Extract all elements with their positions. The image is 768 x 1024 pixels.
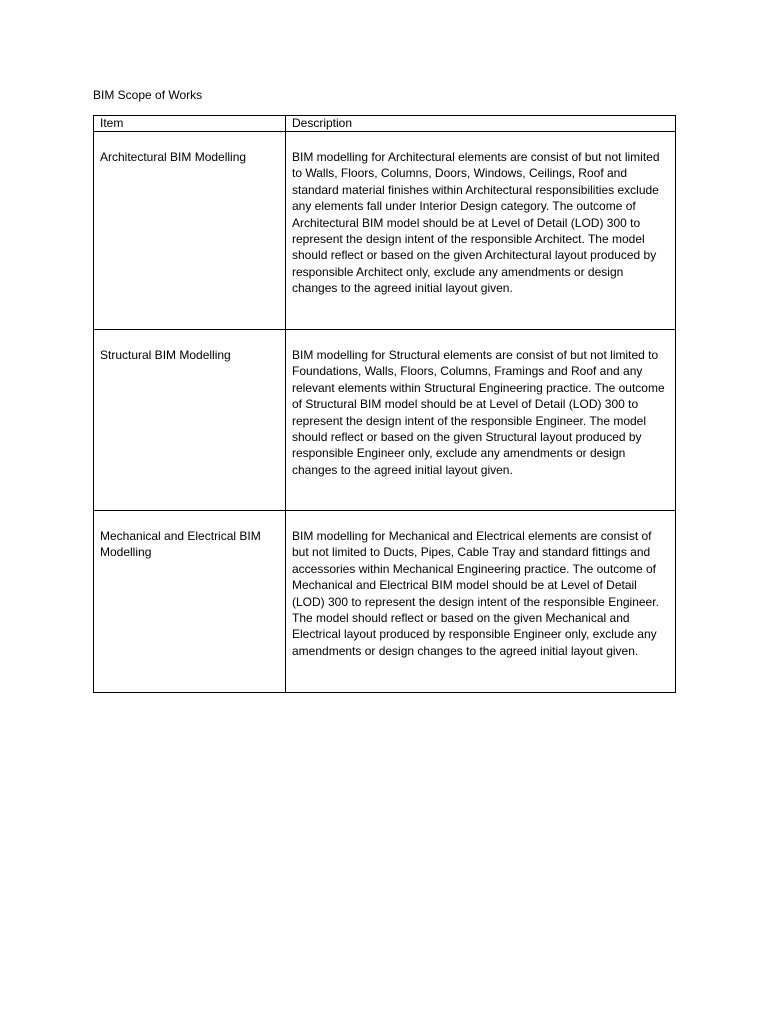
row-description-architectural: BIM modelling for Architectural elements are consist of but not limited to Walls, Floors, Columns, Doors, Windows, Ceilings, Roof and standard material finishes within Architectural responsibilities exclude any elements fall under Interior Design category. The outcome of Architectural BIM model should be at Level of Detail (LOD) 300 to represent the design intent of the responsible Architect. The model should reflect or based on the given Architectural layout produced by responsible Architect only, exclude any amendments or design changes to the agreed initial layout given. [286, 132, 676, 330]
row-item-structural: Structural BIM Modelling [94, 330, 286, 511]
row-item-architectural: Architectural BIM Modelling [94, 132, 286, 330]
row-item-mechanical-electrical: Mechanical and Electrical BIM Modelling [94, 511, 286, 693]
scope-of-works-table [93, 115, 676, 693]
header-item: Item [94, 116, 286, 132]
row-description-mechanical-electrical: BIM modelling for Mechanical and Electrical elements are consist of but not limited to Ducts, Pipes, Cable Tray and standard fittings and accessories within Mechanical Engineering practice. The outcome of Mechanical and Electrical BIM model should be at Level of Detail (LOD) 300 to represent the design intent of the responsible Engineer. The model should reflect or based on the given Mechanical and Electrical layout produced by responsible Engineer only, exclude any amendments or design changes to the agreed initial layout given. [286, 511, 676, 693]
table-row [94, 330, 676, 511]
table-row [94, 511, 676, 693]
table-header-row [94, 116, 676, 132]
table-row [94, 132, 676, 330]
header-description: Description [286, 116, 676, 132]
row-description-structural: BIM modelling for Structural elements are consist of but not limited to Foundations, Walls, Floors, Columns, Framings and Roof and any relevant elements within Structural Engineering practice. The outcome of Structural BIM model should be at Level of Detail (LOD) 300 to represent the design intent of the responsible Engineer. The model should reflect or based on the given Structural layout produced by responsible Engineer only, exclude any amendments or design changes to the agreed initial layout given. [286, 330, 676, 511]
document-title: BIM Scope of Works [93, 88, 203, 102]
